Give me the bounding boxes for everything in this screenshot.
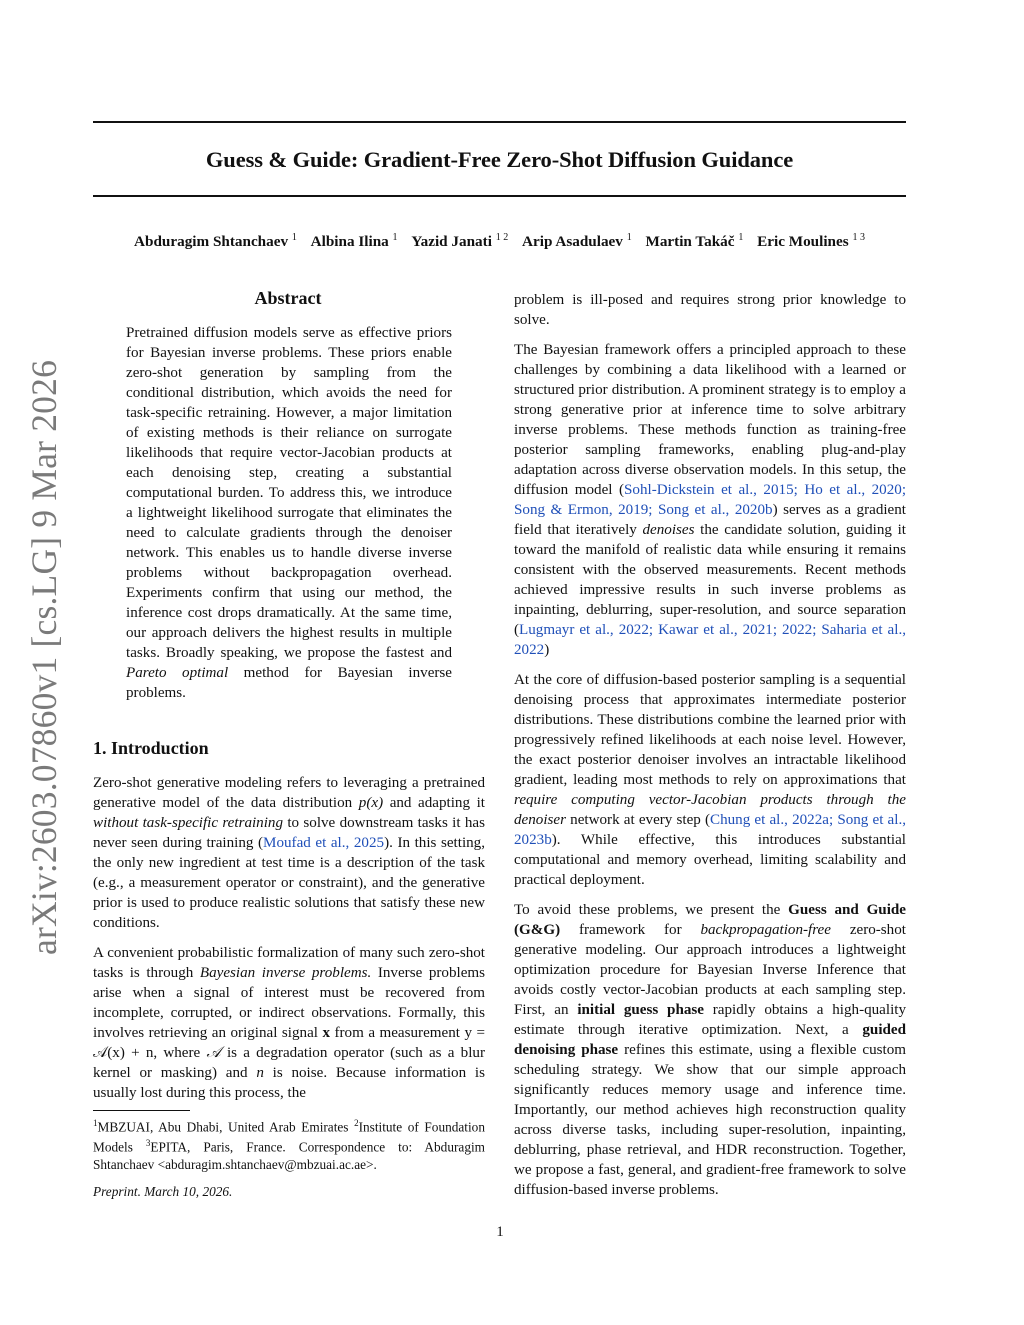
author-affiliation: 1 — [291, 232, 297, 243]
author-affiliation: 1 2 — [495, 232, 509, 243]
author-list — [93, 232, 906, 251]
author — [757, 233, 865, 250]
section-heading-introduction: 1. Introduction — [93, 738, 209, 758]
paragraph: At the core of diffusion-based posterior sampling is a sequential denoising process that approximates intermediate posterior distributions. These distributions combine the learned prior with progressively refined likelihoods at each noise level. However, the exact posterior denoiser involves an intractable likelihood gradient, leading most methods to rely on approximations that require computing vector-Jacobian products through the denoiser network at every step (Chung et al., 2022a; Song et al., 2023b). While effective, this introduces substantial computational and memory overhead, limiting scalability and practical deployment. — [514, 672, 907, 888]
citation-link[interactable]: Sohl-Dickstein et al., 2015; Ho et al., 2020; Song & Ermon, 2019; Song et al., 2020b — [514, 482, 907, 518]
author — [522, 233, 632, 250]
paragraph: Zero-shot generative modeling refers to leveraging a pretrained generative model of the data distribution p(x) and adapting it without task-specific retraining to solve downstream tasks it has never seen during training (Moufad et al., 2025). In this setting, the only new ingredient at test time is a description of the task (e.g., a measurement operator or constraint), and the generative prior is used to produce realistic solutions that satisfy these new conditions. — [93, 775, 486, 931]
affiliation-footnote: $^1$MBZUAI, Abu Dhabi, United Arab Emirates $^2$Institute of Foundation Models $^3$EPITA, Paris, France. Correspondence to: Abduragim Shtanchaev <abduragim.shtanchaev@mbzuai.ac.ae>. — [93, 1118, 485, 1172]
paragraph: A convenient probabilistic formalization of many such zero-shot tasks is through Bayesian inverse problems. Inverse problems arise when a signal of interest must be recovered from incomplete, corrupted, or indirect observations. Formally, this involves retrieving an original signal x from a measurement y = 𝒜(x) + n, where 𝒜 is a degradation operator (such as a blur kernel or masking) and n is noise. Because information is usually lost during this process, the — [93, 945, 486, 1101]
citation-link[interactable]: Chung et al., 2022a; Song et al., 2023b — [514, 812, 907, 848]
author — [411, 233, 508, 250]
abstract-heading: Abstract — [254, 288, 322, 308]
author-name: Abduragim Shtanchaev — [134, 233, 289, 251]
title-bottom-rule — [93, 195, 906, 197]
author-affiliation: 1 — [392, 232, 398, 243]
title-top-rule — [93, 121, 906, 123]
author-name: Arip Asadulaev — [522, 233, 623, 251]
author-name: Albina Ilina — [310, 233, 389, 251]
abstract-text: Pretrained diffusion models serve as effective priors for Bayesian inverse problems. These priors enable zero-shot generation by sampling from the conditional distribution, which avoids the need for task-specific retraining. However, a major limitation of existing methods is their reliance on surrogate likelihoods that require vector-Jacobian products at each denoising step, creating a substantial computational burden. To address this, we introduce a lightweight likelihood surrogate that eliminates the need to calculate gradients through the denoiser network. This enables us to handle diverse inverse problems without backpropagation overhead. Experiments confirm that using our method, the inference cost drops dramatically. At the same time, our approach delivers the highest results in multiple tasks. Broadly speaking, we propose the fastest and Pareto optimal method for Bayesian inverse problems. — [126, 325, 452, 701]
author-name: Martin Takáč — [645, 233, 735, 251]
paragraph: To avoid these problems, we present the Guess and Guide (G&G) framework for backpropagation-free zero-shot generative modeling. Our approach introduces a lightweight optimization procedure for Bayesian Inverse Inference that avoids costly vector-Jacobian products at each sampling step. First, an initial guess phase rapidly obtains a high-quality estimate through iterative optimization. Next, a guided denoising phase refines this estimate, using a flexible custom scheduling strategy. We show that our simple approach significantly reduces memory usage and inference time. Importantly, our method achieves high reconstruction quality across diverse tasks, including super-resolution, inpainting, deblurring, phase retrieval, and HDR reconstruction. Together, we propose a fast, general, and gradient-free framework to solve diffusion-based inverse problems. — [514, 902, 907, 1198]
left-column-text — [93, 773, 485, 1113]
citation-link[interactable]: Moufad et al., 2025 — [263, 835, 385, 851]
page-number: 1 — [496, 1224, 504, 1240]
arxiv-identifier-stamp[interactable]: arXiv:2603.07860v1 [cs.LG] 9 Mar 2026 — [24, 359, 64, 955]
citation-link[interactable]: Lugmayr et al., 2022; Kawar et al., 2021; 2022; Saharia et al., 2022 — [514, 622, 906, 658]
author — [134, 233, 297, 250]
preprint-note: Preprint. March 10, 2026. — [93, 1184, 233, 1199]
paper-title: Guess & Guide: Gradient-Free Zero-Shot Diffusion Guidance — [205, 147, 794, 172]
right-column-text — [514, 290, 906, 1210]
author-affiliation: 1 — [738, 232, 744, 243]
author-name: Eric Moulines — [757, 233, 849, 251]
paragraph: problem is ill-posed and requires strong prior knowledge to solve. — [514, 292, 906, 328]
author — [311, 233, 398, 250]
author-affiliation: 1 — [626, 232, 632, 243]
footnote-rule — [93, 1110, 190, 1111]
author-name: Yazid Janati — [411, 233, 492, 251]
paragraph: The Bayesian framework offers a principled approach to these challenges by combining a data likelihood with a learned or structured prior distribution. A prominent strategy is to employ a strong generative prior at inference time to solve arbitrary inverse problems. These methods function as training-free posterior sampling frameworks, enabling plug-and-play adaptation across diverse observation models. In this setup, the diffusion model (Sohl-Dickstein et al., 2015; Ho et al., 2020; Song & Ermon, 2019; Song et al., 2020b) serves as a gradient field that iteratively denoises the candidate solution, guiding it toward the manifold of realistic data while ensuring it remains consistent with the observed measurements. Recent methods achieved impressive results in such inverse problems as inpainting, deblurring, super-resolution, and source separation (Lugmayr et al., 2022; Kawar et al., 2021; 2022; Saharia et al., 2022) — [514, 342, 907, 658]
author — [645, 233, 743, 250]
author-affiliation: 1 3 — [852, 232, 865, 243]
